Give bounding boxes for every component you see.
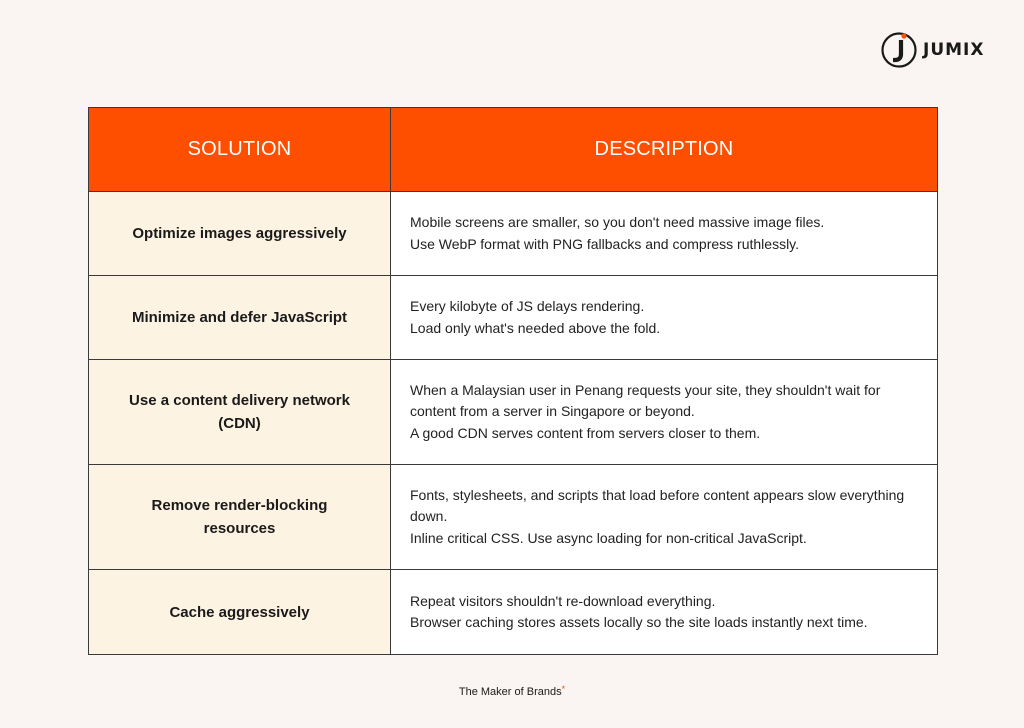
table-row	[89, 360, 938, 465]
description-line: Mobile screens are smaller, so you don't need massive image files.	[410, 214, 825, 230]
description-line: Every kilobyte of JS delays rendering.	[410, 298, 645, 314]
tagline-mark: *	[561, 684, 566, 694]
table-row	[89, 192, 938, 276]
table-row	[89, 570, 938, 655]
brand-name: JUMIX	[923, 40, 985, 60]
description-cell	[391, 570, 938, 655]
description-line: Use WebP format with PNG fallbacks and compress ruthlessly.	[410, 235, 800, 252]
description-column-header: DESCRIPTION	[391, 108, 938, 192]
description-cell	[391, 192, 938, 276]
description-line: A good CDN serves content from servers closer to them.	[410, 424, 761, 441]
solution-column-header: SOLUTION	[89, 108, 391, 192]
description-cell	[391, 360, 938, 465]
table-header-row	[89, 108, 938, 192]
table-row	[89, 276, 938, 360]
description-line: Fonts, stylesheets, and scripts that load before content appears slow everything down.	[410, 486, 905, 525]
description-cell	[391, 465, 938, 570]
solution-cell: Use a content delivery network (CDN)	[89, 360, 391, 465]
description-line: When a Malaysian user in Penang requests your site, they shouldn't wait for content from a server in Singapore or beyond.	[410, 381, 881, 420]
description-line: Load only what's needed above the fold.	[410, 319, 661, 336]
description-line: Browser caching stores assets locally so the site loads instantly next time.	[410, 614, 868, 630]
solution-cell: Remove render-blocking resources	[89, 465, 391, 570]
description-cell	[391, 276, 938, 360]
brand-logo	[880, 31, 984, 69]
footer-tagline	[0, 686, 1024, 698]
solution-cell: Minimize and defer JavaScript	[89, 276, 391, 360]
solution-cell: Optimize images aggressively	[89, 192, 391, 276]
description-line: Inline critical CSS. Use async loading for non-critical JavaScript.	[410, 529, 807, 546]
jumix-logo-icon	[880, 31, 918, 69]
tagline-text: The Maker of Brands	[458, 686, 562, 698]
solutions-table	[88, 107, 938, 655]
table-row	[89, 465, 938, 570]
solution-cell: Cache aggressively	[89, 570, 391, 655]
description-line: Repeat visitors shouldn't re-download everything.	[410, 592, 716, 609]
